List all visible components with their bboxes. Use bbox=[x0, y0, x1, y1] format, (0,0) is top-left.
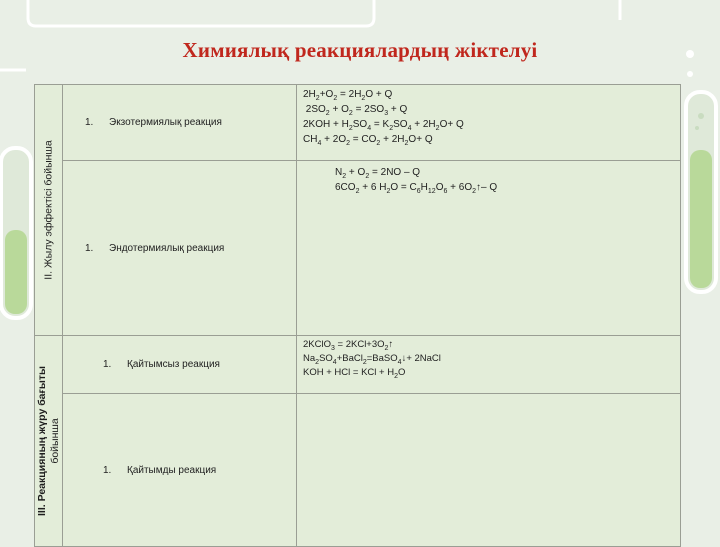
table-row bbox=[35, 336, 681, 394]
test-tube-left-icon bbox=[1, 148, 31, 318]
section-header-heat bbox=[35, 85, 63, 336]
equations-endothermic bbox=[297, 161, 681, 336]
equation: $6CO_2 + 6$ $H_2O = C_6H_{12}O_6$ + $6O_2↑-$ Q bbox=[335, 182, 498, 196]
test-tube-right-icon bbox=[686, 92, 716, 292]
reaction-type-endothermic: 1. Эндотермиялық реакция bbox=[63, 161, 297, 336]
table-row bbox=[35, 161, 681, 336]
equation: $N_2 + O_2 = 2NO - Q$ bbox=[335, 167, 421, 181]
equation: 2KClO$_3$ = $2KCl+3O_2↑$ bbox=[303, 339, 394, 352]
page-title: Химиялық реакциялардың жіктелуі bbox=[182, 38, 538, 62]
equation: $2KOH + H_2SO_4 = K_2SO_4 + 2H_2O+ Q$ bbox=[303, 119, 464, 132]
equation: KOH + HCl = KCl + $H_2O$ bbox=[303, 367, 406, 380]
reaction-type-exothermic: 1. Экзотермиялық реакция bbox=[63, 85, 297, 161]
table-row bbox=[35, 85, 681, 161]
equations-irreversible bbox=[297, 336, 681, 394]
equation: $2H_2+O_2 = 2H_2O + Q$ bbox=[303, 89, 393, 102]
section-header-direction bbox=[35, 336, 63, 547]
equation: $CH_4 + 2O_2 = CO_2 + 2H_2O+ Q$ bbox=[303, 134, 433, 147]
equation: $2SO_2 + O_2 = 2SO_3 + Q$ bbox=[303, 104, 408, 117]
section-header-label: ІІІ. Реакцияның жүру бағыты бойынша bbox=[35, 366, 61, 516]
table-row bbox=[35, 394, 681, 547]
reaction-type-reversible: 1. Қайтымды реакция bbox=[63, 394, 297, 547]
equations-exothermic bbox=[297, 85, 681, 161]
section-header-label: ІІ. Жылу эффектісі бойынша bbox=[42, 140, 54, 280]
classification-table bbox=[34, 84, 681, 547]
equations-reversible bbox=[297, 394, 681, 547]
reaction-type-irreversible: 1. Қайтымсыз реакция bbox=[63, 336, 297, 394]
equation: $Na_2SO_4+BaCl_2=BaSO_4↓+$ 2NaCl bbox=[303, 353, 441, 366]
